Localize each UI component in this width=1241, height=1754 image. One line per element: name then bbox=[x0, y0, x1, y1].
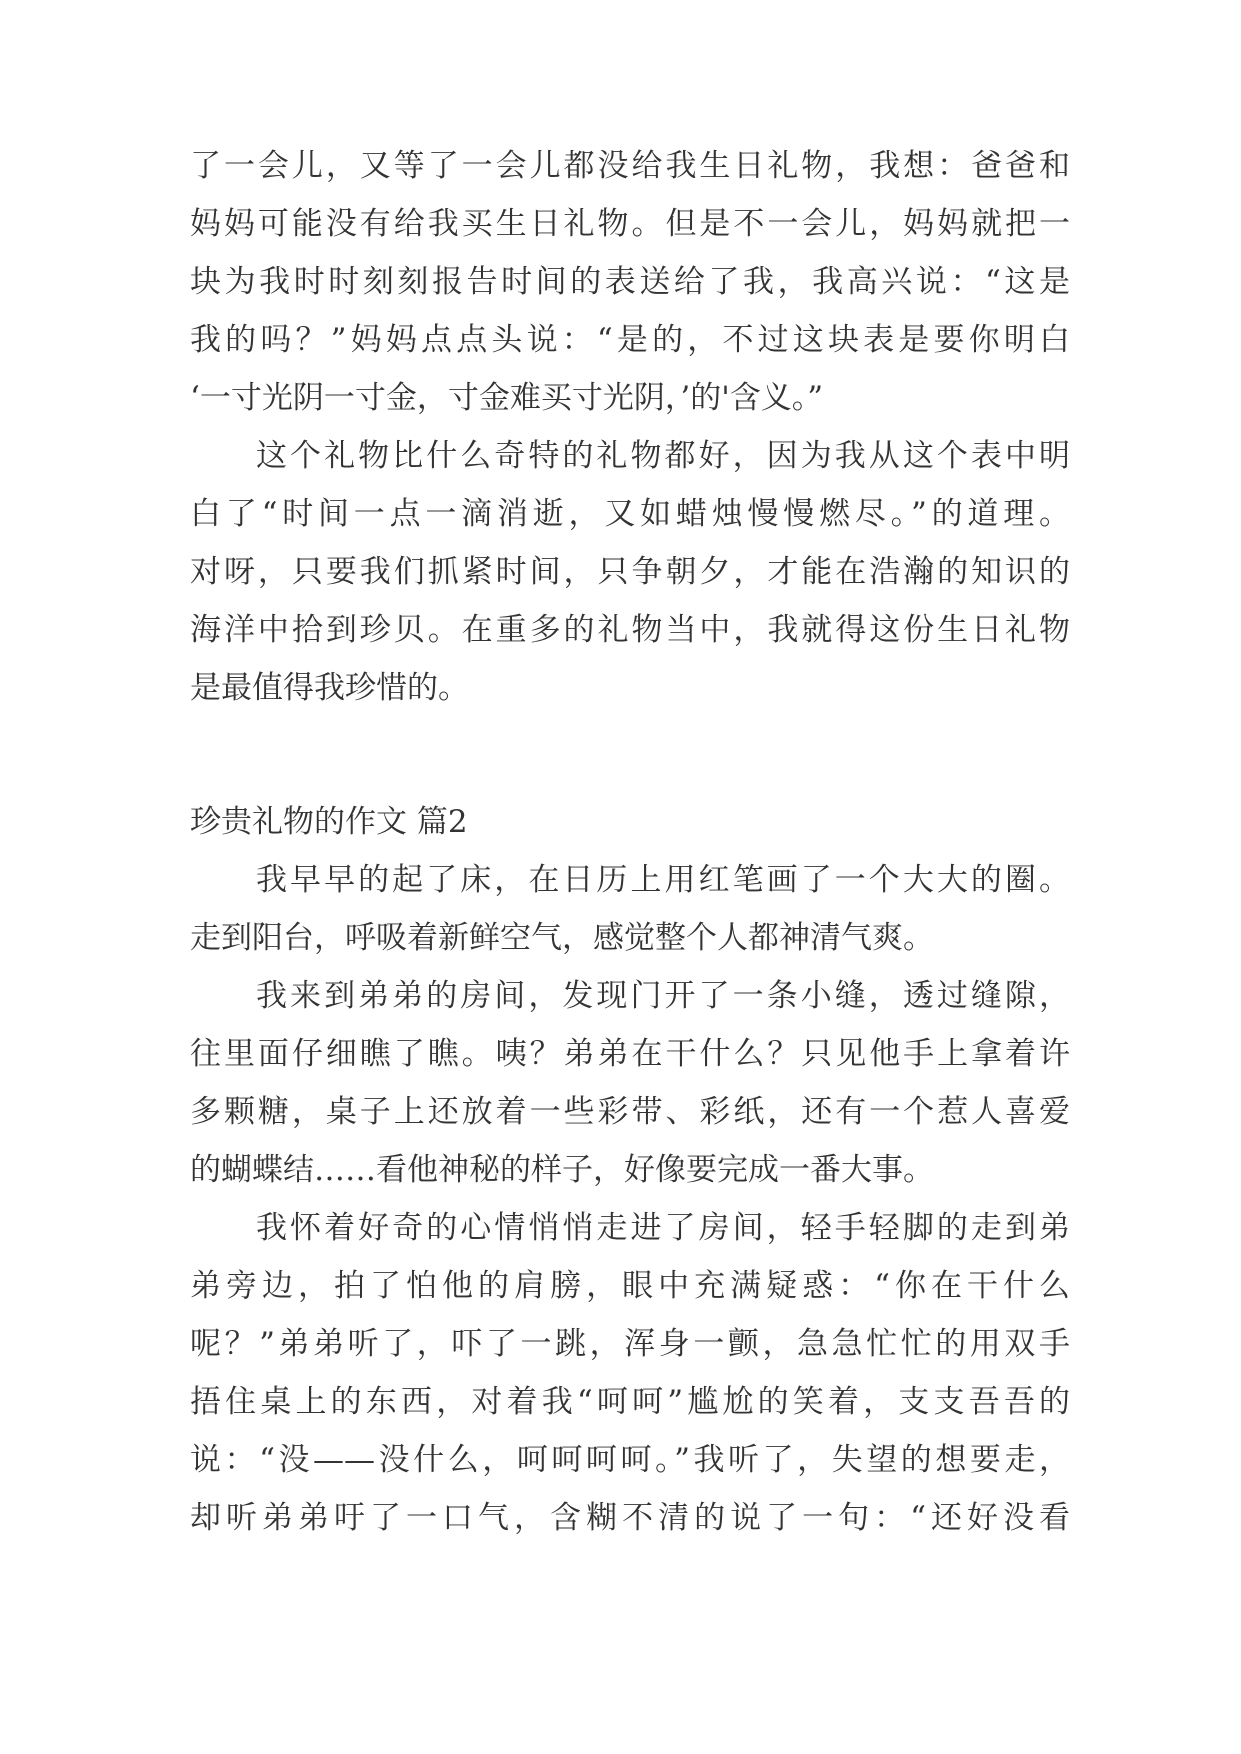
text-line: 往里面仔细瞧了瞧。咦？弟弟在干什么？只见他手上拿着许 bbox=[190, 1036, 1070, 1072]
text-line: 却听弟弟吁了一口气，含糊不清的说了一句：“还好没看 bbox=[190, 1500, 1070, 1536]
text-line: ‘一寸光阴一寸金，寸金难买寸光阴，’的'含义。” bbox=[190, 380, 824, 416]
text-line: 块为我时时刻刻报告时间的表送给了我，我高兴说：“这是 bbox=[190, 264, 1070, 300]
text-line: 我早早的起了床，在日历上用红笔画了一个大大的圈。 bbox=[256, 862, 1070, 898]
text-line: 我来到弟弟的房间，发现门开了一条小缝，透过缝隙， bbox=[256, 978, 1070, 1014]
text-line: 是最值得我珍惜的。 bbox=[190, 670, 469, 706]
text-line: 对呀，只要我们抓紧时间，只争朝夕，才能在浩瀚的知识的 bbox=[190, 554, 1070, 590]
text-line: 捂住桌上的东西，对着我“呵呵”尴尬的笑着，支支吾吾的 bbox=[190, 1384, 1070, 1420]
text-line: 走到阳台，呼吸着新鲜空气，感觉整个人都神清气爽。 bbox=[190, 920, 934, 956]
text-line: 妈妈可能没有给我买生日礼物。但是不一会儿，妈妈就把一 bbox=[190, 206, 1070, 242]
section-heading: 珍贵礼物的作文 篇2 bbox=[190, 804, 468, 840]
text-line: 了一会儿，又等了一会儿都没给我生日礼物，我想：爸爸和 bbox=[190, 148, 1070, 184]
text-line: 多颗糖，桌子上还放着一些彩带、彩纸，还有一个惹人喜爱 bbox=[190, 1094, 1070, 1130]
text-line: 海洋中拾到珍贝。在重多的礼物当中，我就得这份生日礼物 bbox=[190, 612, 1070, 648]
text-line: 说：“没——没什么，呵呵呵呵。”我听了，失望的想要走， bbox=[190, 1442, 1070, 1478]
text-line: 的蝴蝶结……看他神秘的样子，好像要完成一番大事。 bbox=[190, 1152, 934, 1188]
text-line: 弟旁边，拍了怕他的肩膀，眼中充满疑惑：“你在干什么 bbox=[190, 1268, 1070, 1304]
text-line: 我怀着好奇的心情悄悄走进了房间，轻手轻脚的走到弟 bbox=[256, 1210, 1070, 1246]
text-line: 白了“时间一点一滴消逝，又如蜡烛慢慢燃尽。”的道理。 bbox=[190, 496, 1070, 532]
text-line: 我的吗？”妈妈点点头说：“是的，不过这块表是要你明白 bbox=[190, 322, 1070, 358]
text-line: 呢？”弟弟听了，吓了一跳，浑身一颤，急急忙忙的用双手 bbox=[190, 1326, 1070, 1362]
text-line: 这个礼物比什么奇特的礼物都好，因为我从这个表中明 bbox=[256, 438, 1070, 474]
